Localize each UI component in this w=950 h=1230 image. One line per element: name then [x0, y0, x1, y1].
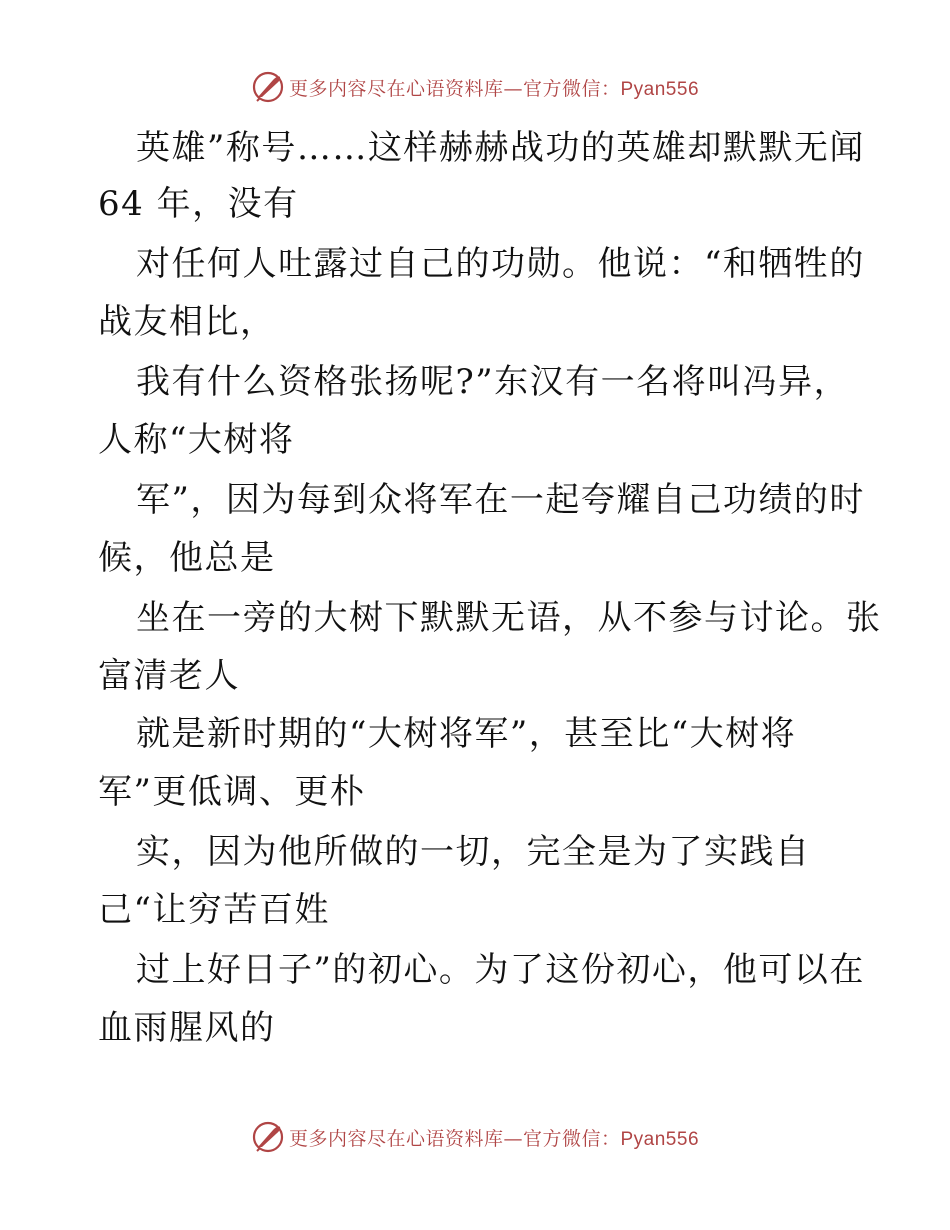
footer-banner-wechat: 官方微信：: [522, 1127, 621, 1150]
text-line: 对任何人吐露过自己的功勋。他说：“和牺牲的: [136, 244, 865, 284]
text-line: 富清老人: [98, 656, 240, 696]
text-line: 战友相比，: [98, 302, 276, 342]
text-line: 军”，因为每到众将军在一起夸耀自己功绩的时: [136, 480, 865, 520]
text-line: 军”更低调、更朴: [98, 772, 366, 812]
header-banner-main: 更多内容尽在心语资料库—: [288, 77, 523, 100]
quill-logo-icon: [251, 70, 285, 104]
page-header: [0, 70, 950, 104]
text-line: 过上好日子”的初心。为了这份初心，他可以在: [136, 950, 865, 990]
text-line: 候，他总是: [98, 538, 276, 578]
text-line: 就是新时期的“大树将军”，甚至比“大树将: [136, 714, 797, 754]
header-banner-wechat: 官方微信：: [522, 77, 621, 100]
footer-banner-text: [289, 1124, 699, 1151]
text-line: 血雨腥风的: [98, 1008, 276, 1048]
text-line: 实，因为他所做的一切，完全是为了实践自: [136, 832, 811, 872]
text-line: 英雄”称号……这样赫赫战功的英雄却默默无闻: [136, 128, 865, 168]
text-line: 我有什么资格张扬呢?”东汉有一名将叫冯异，: [136, 362, 850, 402]
footer-banner-id: Pyan556: [620, 1128, 700, 1150]
text-line: 人称“大树将: [98, 420, 295, 460]
header-banner-id: Pyan556: [620, 78, 700, 100]
quill-logo-icon: [251, 1120, 285, 1154]
footer-banner-main: 更多内容尽在心语资料库—: [288, 1127, 523, 1150]
text-line: 己“让穷苦百姓: [98, 890, 330, 930]
header-banner: [251, 70, 699, 104]
text-line: 坐在一旁的大树下默默无语，从不参与讨论。张: [136, 598, 882, 638]
text-line: 64 年，没有: [98, 184, 299, 224]
page-footer: [0, 1120, 950, 1154]
header-banner-text: [289, 74, 699, 101]
footer-banner: [251, 1120, 699, 1154]
